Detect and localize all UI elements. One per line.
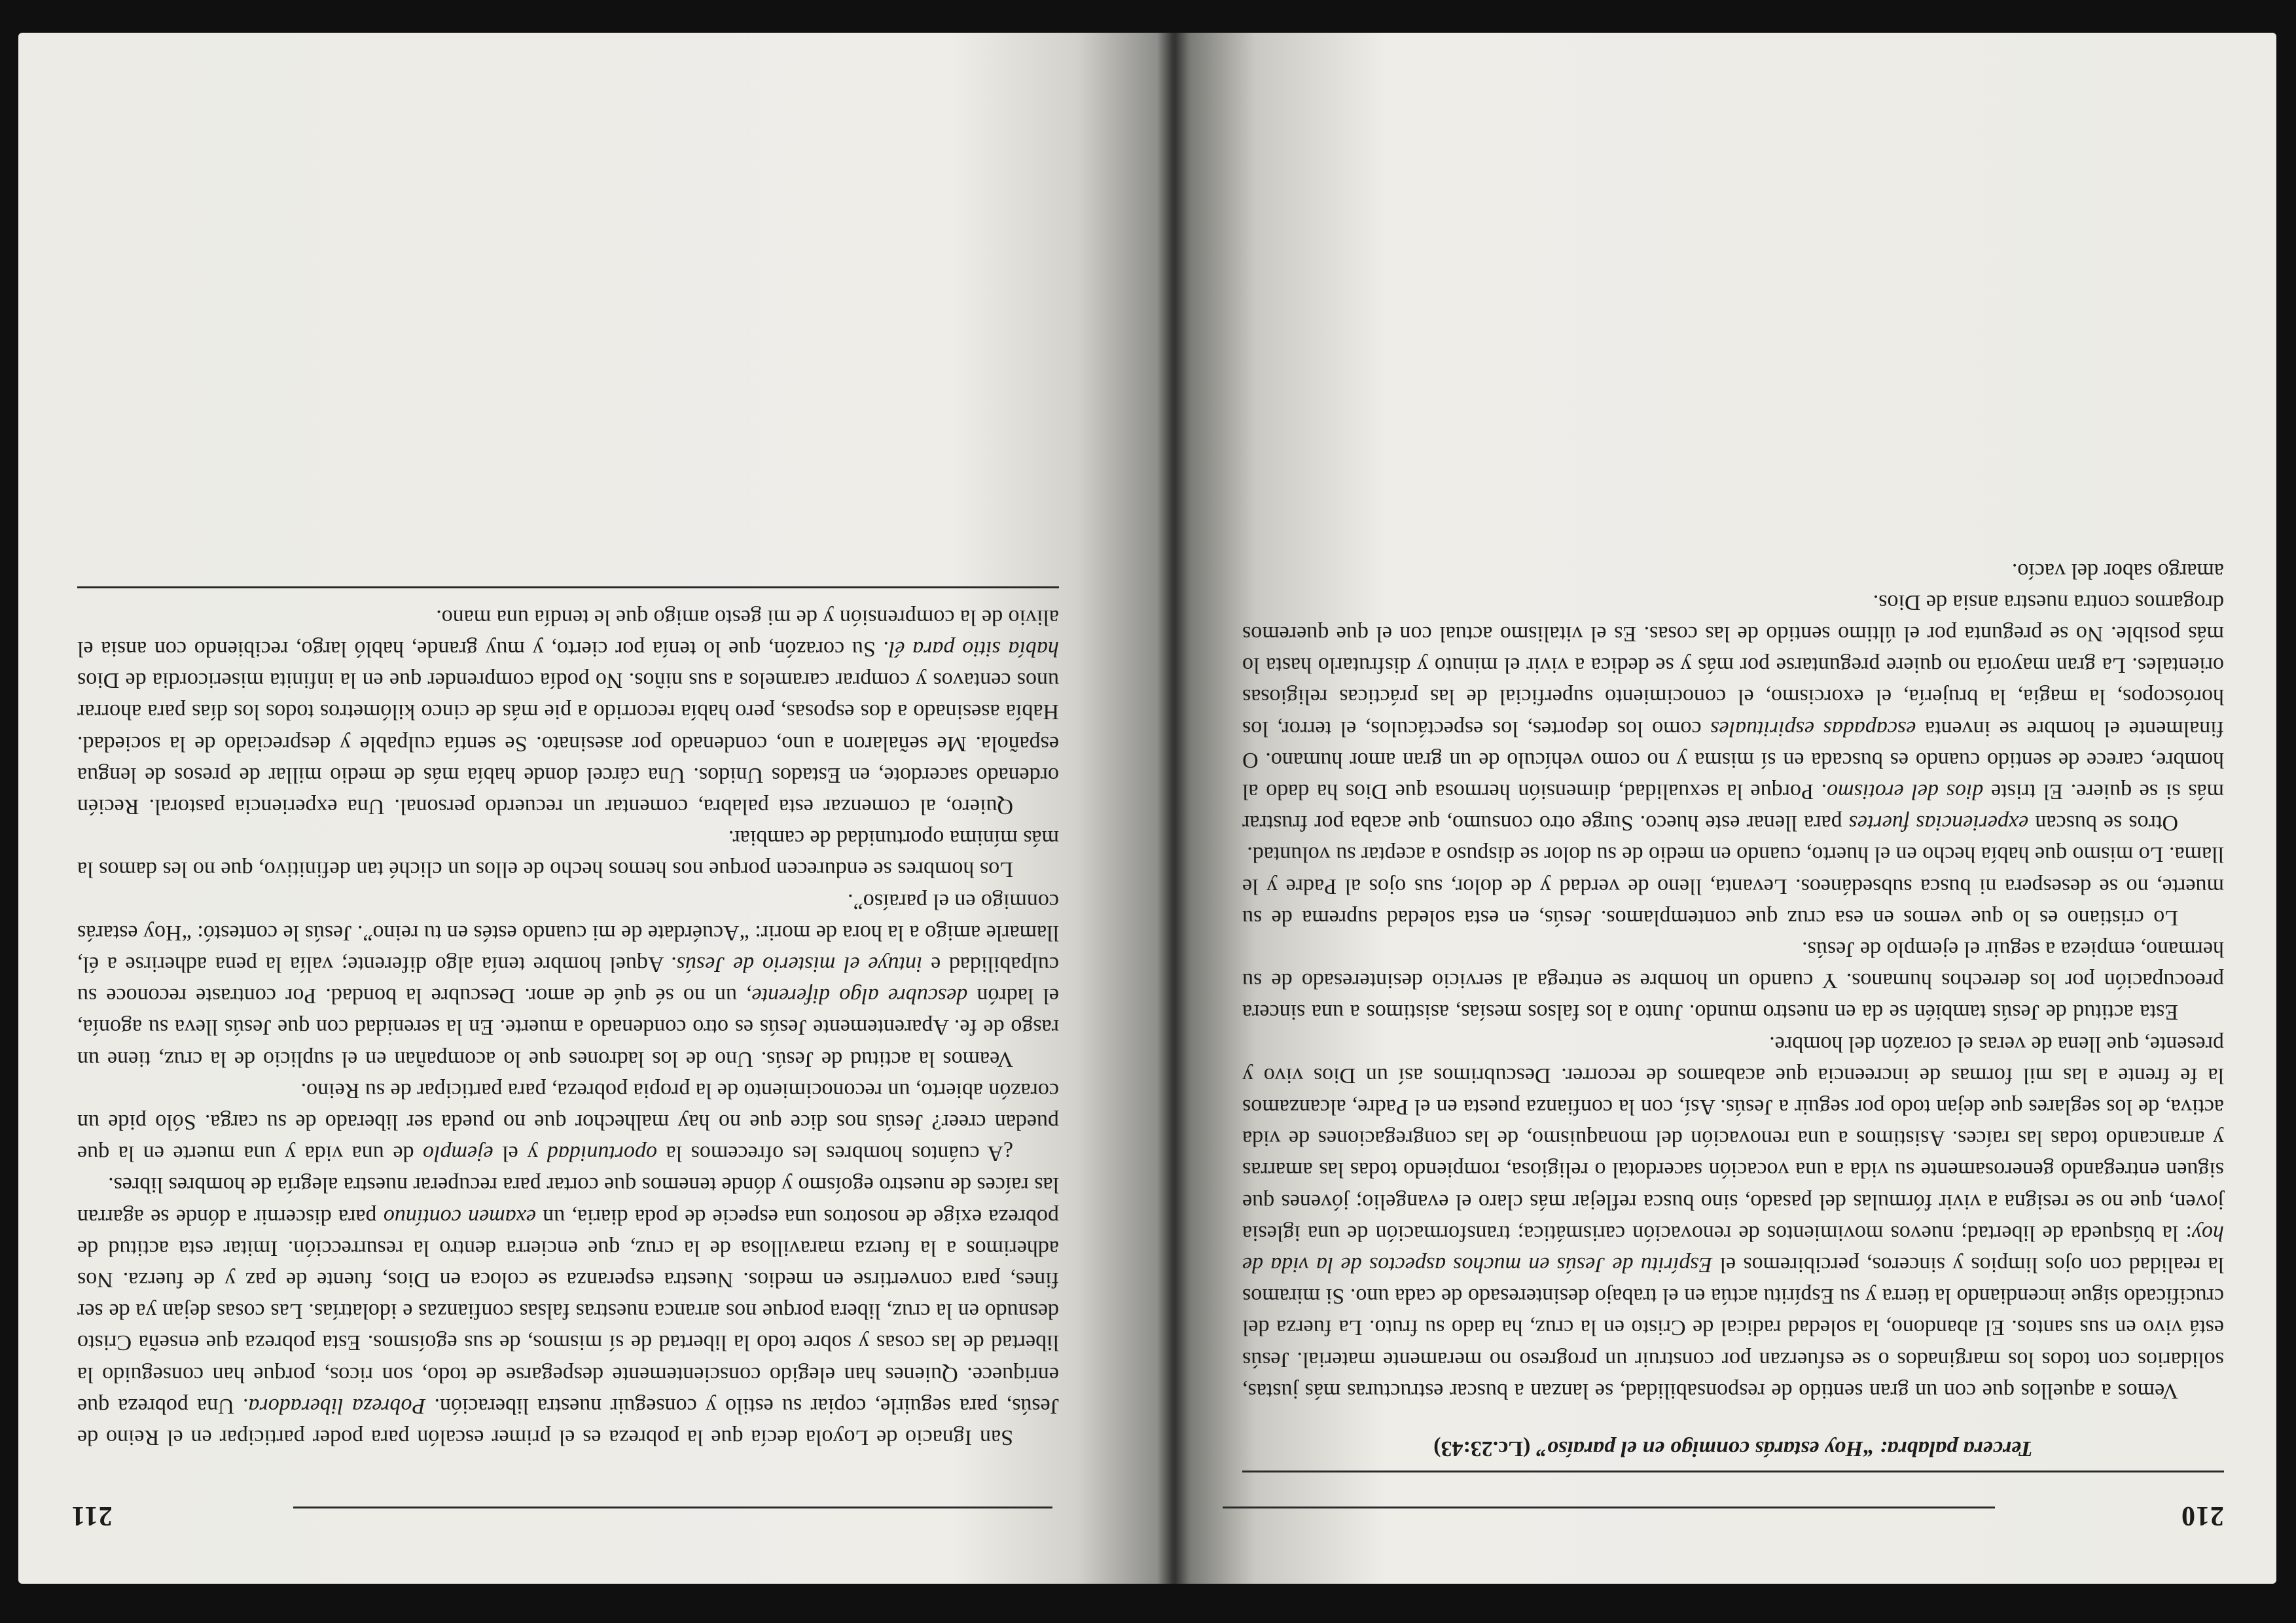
section-separator-rule (1242, 1471, 2224, 1472)
paragraph: Quiero, al comenzar esta palabra, comentar un recuerdo personal. Una experiencia pastoral. Recién ordenado sacerdote, en Estados Unidos. Una cárcel donde había más de medio millar de presos de lengua española. Me señalaron a uno, condenado por asesinato. Se sentía culpable y despreciado de la sociedad. Había asesinado a dos esposas, pero había recorrido a pie más de cinco kilómetros todos los días para ahorrar unos centavos y comprar caramelos a sus niños. No podía comprender que en la infinita misericordia de Dios había sitio para él. Su corazón, que lo tenía por cierto, y muy grande, habló largo, recibiendo con ansia el alivio de la comprensión y de mi gesto amigo que le tendía una mano. (77, 605, 1059, 819)
paragraph: Otros se buscan experiencias fuertes para llenar este hueco. Surge otro consumo, que acaba por frustrar más si se quiere. El triste dios del erotismo. Porque la sexualidad, dimensión hermosa que Dios ha dado al hombre, carece de sentido cuando es buscada en sí misma y no como vehículo de un gran amor humano. O finalmente el hombre se inventa escapadas espirituales como los deportes, los espectáculos, el terror, los horóscopos, la magia, la brujería, el exorcismo, el conocimiento superficial de las prácticas religiosas orientales. La gran mayoría no quiere preguntarse por más y se dedica a vivir el minuto y disfrutarlo hasta lo más posible. No se pregunta por el último sentido de las cosas. Es el vitalismo actual con el que queremos drogarnos contra nuestra ansia de Dios. (1242, 590, 2224, 836)
heading-reference: (Lc.23:43) (1433, 1436, 1536, 1461)
right-page (18, 33, 1157, 1584)
header-rule (293, 1507, 1052, 1508)
carryover-line: amargo sabor del vacío. (2011, 558, 2224, 583)
paragraph: Vemos a aquellos que con un gran sentido de responsabilidad, se lanzan a buscar estructuras más justas, solidarios con todos los marginados o se esfuerzan por construir un progreso no meramente material. Jesús está vivo en sus santos. El abandono, la soledad radical de Cristo en la cruz, ha dado su fruto. La fuerza del crucificado sigue incendiando la tierra y su Espíritu actúa en el trabajo desinteresado de cada uno. Si miramos la realidad con ojos limpios y sinceros, percibiremos el Espíritu de Jesús en muchos aspectos de la vida de hoy: la búsqueda de libertad; nuevos movimientos de renovación carismática; transformación de una iglesia joven, que no se resigna a vivir fórmulas del pasado, sino busca reflejar más claro el evangelio; jóvenes que siguen entregando generosamente su vida a una vocación sacerdotal o religiosa, rompiendo todas las amarras y arrancando todas las raíces. Asistimos a una renovación del monaquismo, de las congregaciones de vida activa, de los seglares que dejan todo por seguir a Jesús. Así, con la confianza puesta en el Padre, alcanzamos la fe frente a las mil formas de increencia que acabamos de recorrer. Descubrimos así un Dios vivo y presente, que llena de veras el corazón del hombre. (1242, 1031, 2224, 1403)
heading-text: Tercera palabra: “Hoy estarás conmigo en el paraíso” (1535, 1436, 2033, 1461)
page-number: 210 (2181, 1501, 2224, 1531)
page-header-left (1190, 1479, 2276, 1544)
page-header-right (18, 1479, 1157, 1544)
header-rule (1223, 1507, 1995, 1508)
section-separator-rule (77, 586, 1059, 588)
paragraph: Esta actitud de Jesús también se da en nuestro mundo. Junto a los falsos mesías, asistimos a una sincera preocupación por los derechos humanos. Y cuando un hombre se entrega al servicio desinteresado de su hermano, empieza a seguir el ejemplo de Jesús. (1242, 936, 2224, 1025)
left-page (1190, 33, 2276, 1584)
paragraph: Los hombres se endurecen porque nos hemos hecho de ellos un cliché tan definitivo, que no les damos la más mínima oportunidad de cambiar. (77, 826, 1059, 882)
page-number: 211 (71, 1501, 113, 1531)
section-heading (1242, 1433, 2224, 1464)
text-column-right (77, 586, 1059, 1453)
paragraph: Lo cristiano es lo que vemos en esa cruz que contemplamos. Jesús, en esta soledad suprema de su muerte, no se desespera ni busca subsedáneos. Levanta, lleno de verdad y de dolor, sus ojos al Padre y le llama. Lo mismo que había hecho en el huerto, cuando en medio de su dolor se dispuso a aceptar su voluntad. (1242, 842, 2224, 930)
paragraph: Veamos la actitud de Jesús. Uno de los ladrones que lo acompañan en el suplicio de la cruz, tiene un rasgo de fe. Aparentemente Jesús es otro condenado a muerte. En la serenidad con que Jesús lleva su agonía, el ladrón descubre algo diferente, un no sé qué de amor. Descubre la bondad. Por contraste reconoce su culpabilidad e intuye el misterio de Jesús. Aquel hombre tenía algo diferente; valía la pena adherirse a él, llamarle amigo a la hora de morir: “Acuérdate de mi cuando estés en tu reino”. Jesús le contestó: “Hoy estarás conmigo en el paraíso”. (77, 889, 1059, 1071)
paragraph: ¿A cuántos hombres les ofrecemos la oportunidad y el ejemplo de una vida y una muerte en la que puedan creer? Jesús nos dice que no hay malhechor que no pueda ser liberado de su carga. Sólo pide un corazón abierto, un reconocimiento de la propia pobreza, para participar de su Reino. (77, 1078, 1059, 1166)
paragraph: San Ignacio de Loyola decía que la pobreza es el primer escalón para poder participar en el Reino de Jesús, para seguirle, copiar su estilo y conseguir nuestra liberación. Pobreza liberadora. Una pobreza que enriquece. Quienes han elegido conscientemente despegarse de todo, son ricos, porque han conseguido la libertad de las cosas y sobre todo la libertad de sí mismos, de sus egoísmos. Esta pobreza que enseña Cristo desnudo en la cruz, libera porque nos arranca nuestras falsas confianzas e idolatrías. Las cosas dejan ya de ser fines, para convertirse en medios. Nuestra esperanza se coloca en Dios, fuente de paz y de fuerza. Nos adherimos a la fuerza maravillosa de la cruz, que encierra dentro la resurrección. Imitar esta actitud de pobreza exige de nosotros una especie de poda diaria, un examen contínuo para discernir a dónde se agarran las raíces de nuestro egoísmo y dónde tenemos que cortar para recuperar nuestra alegría de hombres libres. (77, 1173, 1059, 1450)
book-gutter (1157, 33, 1190, 1584)
text-column-left (1242, 554, 2224, 1472)
